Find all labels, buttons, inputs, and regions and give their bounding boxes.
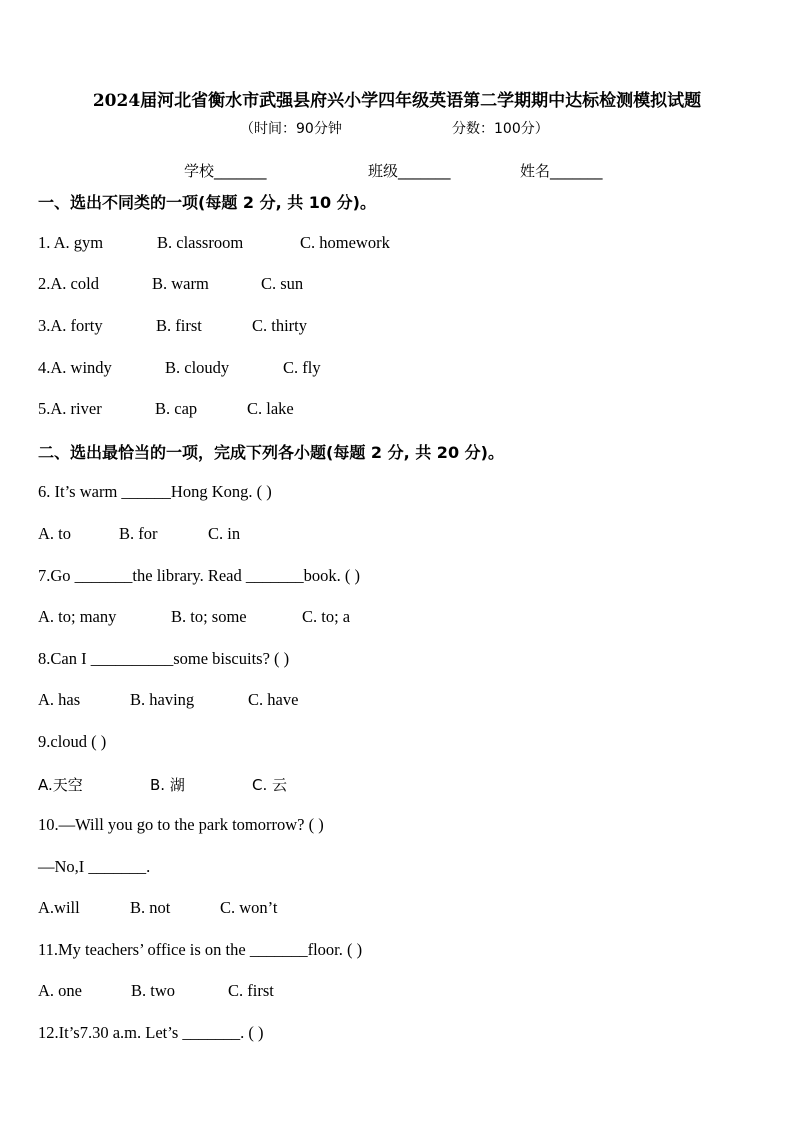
question-5-option-b: B. cap <box>155 399 198 418</box>
question-10-option-b: B. not <box>130 898 171 917</box>
exam-time: （时间：90分钟 <box>240 121 342 137</box>
question-8-option-a: A. has <box>38 690 81 709</box>
question-1-option-c: C. homework <box>300 233 390 252</box>
question-7-option-b: B. to; some <box>171 607 247 626</box>
question-8-option-c: C. have <box>248 690 299 709</box>
school-field: 学校_______ <box>184 162 267 180</box>
question-6-option-b: B. for <box>119 524 158 543</box>
page-title: 2024届河北省衡水市武强县府兴小学四年级英语第二学期期中达标检测模拟试题 <box>92 91 702 111</box>
question-3-option-b: B. first <box>156 316 202 335</box>
question-9-option-c: C. 云 <box>252 776 288 794</box>
question-11-option-b: B. two <box>131 981 176 1000</box>
question-1: 1. A. gym <box>38 233 104 252</box>
question-10-reply: —No,I _______. <box>38 857 151 876</box>
question-7-option-c: C. to; a <box>302 607 351 626</box>
question-5-option-c: C. lake <box>247 399 294 418</box>
question-7: 7.Go _______the library. Read _______book. ( ) <box>38 566 360 585</box>
question-11-option-a: A. one <box>38 981 82 1000</box>
question-5: 5.A. river <box>38 399 102 418</box>
question-10-option-a: A.will <box>38 898 80 917</box>
question-6-option-a: A. to <box>38 524 71 543</box>
exam-score: 分数：100分） <box>452 121 549 137</box>
class-field: 班级_______ <box>368 162 451 180</box>
question-2: 2.A. cold <box>38 274 99 293</box>
question-4-option-b: B. cloudy <box>165 358 230 377</box>
question-9-option-a: A.天空 <box>38 776 83 794</box>
question-10: 10.—Will you go to the park tomorrow? ( ) <box>38 815 324 834</box>
name-field: 姓名_______ <box>520 162 603 180</box>
question-11-option-c: C. first <box>228 981 274 1000</box>
question-3-option-c: C. thirty <box>252 316 308 335</box>
question-8-option-b: B. having <box>130 690 195 709</box>
question-10-option-c: C. won’t <box>220 898 278 917</box>
question-4: 4.A. windy <box>38 358 112 377</box>
question-1-option-b: B. classroom <box>157 233 244 252</box>
question-4-option-c: C. fly <box>283 358 321 377</box>
question-9: 9.cloud ( ) <box>38 732 107 751</box>
question-9-option-b: B. 湖 <box>150 776 185 794</box>
question-6-option-c: C. in <box>208 524 241 543</box>
question-8: 8.Can I __________some biscuits? ( ) <box>38 649 290 668</box>
question-2-option-c: C. sun <box>261 274 304 293</box>
question-7-option-a: A. to; many <box>38 607 117 626</box>
section-1-heading: 一、选出不同类的一项(每题 2 分, 共 10 分)。 <box>38 193 376 212</box>
section-2-heading: 二、选出最恰当的一项，完成下列各小题(每题 2 分, 共 20 分)。 <box>38 443 504 462</box>
question-6: 6. It’s warm ______Hong Kong. ( ) <box>38 482 272 501</box>
question-3: 3.A. forty <box>38 316 103 335</box>
question-11: 11.My teachers’ office is on the _______floor. ( ) <box>38 940 363 959</box>
question-2-option-b: B. warm <box>152 274 209 293</box>
question-12: 12.It’s7.30 a.m. Let’s _______. ( ) <box>38 1023 264 1042</box>
